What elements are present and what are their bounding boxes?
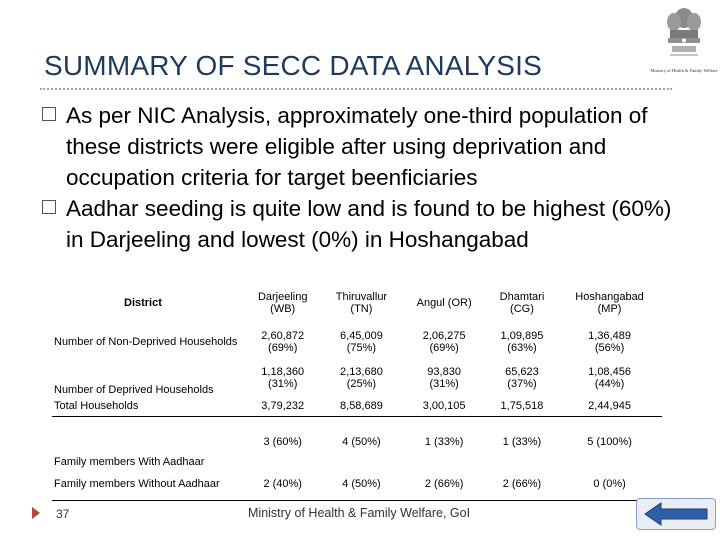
cell-value: 1,09,895 bbox=[500, 330, 544, 342]
table-cell: 4 (50%) bbox=[321, 468, 401, 500]
table-cell: 2 (66%) bbox=[401, 468, 486, 500]
cell-pct: (25%) bbox=[346, 378, 377, 390]
table-cell: 1,75,518 bbox=[487, 396, 557, 416]
table-cell bbox=[557, 360, 662, 396]
cell-pct: (56%) bbox=[594, 342, 625, 354]
cell-pct: (63%) bbox=[507, 342, 537, 354]
col-state: (CG) bbox=[510, 303, 534, 315]
col-state: (MP) bbox=[597, 303, 622, 315]
table-cell bbox=[244, 324, 321, 360]
cell-pct: (69%) bbox=[429, 342, 459, 354]
table-cell bbox=[401, 324, 486, 360]
header-col bbox=[244, 282, 321, 324]
cell-pct: (44%) bbox=[594, 378, 625, 390]
col-state: (WB) bbox=[270, 303, 296, 315]
back-button[interactable] bbox=[636, 498, 716, 530]
table-cell: 3,00,105 bbox=[401, 396, 486, 416]
cell-value: 6,45,009 bbox=[340, 330, 383, 342]
table-cell bbox=[244, 360, 321, 396]
col-name: Thiruvallur bbox=[335, 291, 388, 303]
cell-value: 2,13,680 bbox=[340, 366, 383, 378]
header-col bbox=[321, 282, 401, 324]
slide-title: SUMMARY OF SECC DATA ANALYSIS bbox=[44, 50, 543, 81]
table-cell bbox=[557, 324, 662, 360]
cell-pct: (75%) bbox=[346, 342, 377, 354]
cell-value: 1,36,489 bbox=[588, 330, 631, 342]
emblem-icon bbox=[662, 4, 706, 66]
cell-value: 65,623 bbox=[505, 366, 539, 378]
left-arrow-icon bbox=[637, 499, 715, 529]
table-cell bbox=[487, 360, 557, 396]
bullet-box-icon bbox=[42, 200, 56, 214]
table-cell: 2 (40%) bbox=[244, 468, 321, 500]
emblem-logo bbox=[648, 0, 720, 82]
table-cell: 2,44,945 bbox=[557, 396, 662, 416]
bullet-item bbox=[46, 100, 686, 193]
secc-table bbox=[52, 282, 662, 501]
table-cell: 0 (0%) bbox=[557, 468, 662, 500]
bullet-box-icon bbox=[42, 107, 56, 121]
header-col bbox=[487, 282, 557, 324]
col-name: Darjeeling bbox=[257, 291, 308, 303]
table-cell: 3 (60%) bbox=[263, 436, 302, 449]
cell-value: 2,60,872 bbox=[261, 330, 305, 342]
row-label: Total Households bbox=[52, 396, 244, 416]
row-label: Number of Non-Deprived Households bbox=[54, 336, 238, 348]
bullet-item bbox=[46, 193, 686, 255]
col-name: Hoshangabad bbox=[575, 291, 644, 303]
page-marker-icon bbox=[32, 507, 40, 519]
col-name: Angul (OR) bbox=[416, 297, 472, 309]
cell-value: 1,08,456 bbox=[588, 366, 631, 378]
header-col bbox=[401, 282, 486, 324]
table-cell bbox=[321, 324, 401, 360]
table-row bbox=[52, 360, 662, 396]
table-cell: 5 (100%) bbox=[587, 436, 632, 449]
table-cell bbox=[487, 324, 557, 360]
table-row bbox=[52, 468, 662, 500]
header-district-label: District bbox=[124, 297, 162, 309]
cell-value: 93,830 bbox=[427, 366, 461, 378]
table-cell bbox=[321, 360, 401, 396]
table-row bbox=[52, 396, 662, 416]
table-row bbox=[52, 416, 662, 468]
row-label: Number of Deprived Households bbox=[54, 384, 214, 396]
header-district bbox=[52, 282, 244, 324]
table-cell: 2 (66%) bbox=[487, 468, 557, 500]
table-cell: 3,79,232 bbox=[244, 396, 321, 416]
cell-pct: (31%) bbox=[268, 378, 298, 390]
table-header-row bbox=[52, 282, 662, 324]
footer-text: Ministry of Health & Family Welfare, GoI bbox=[248, 506, 471, 520]
bullet-text: As per NIC Analysis, approximately one-third population of these districts were eligible after using deprivation and occupation criteria for target beenficiaries bbox=[66, 103, 648, 190]
title-divider bbox=[40, 88, 672, 90]
cell-value: 2,06,275 bbox=[422, 330, 466, 342]
cell-pct: (69%) bbox=[268, 342, 298, 354]
cell-pct: (31%) bbox=[429, 378, 459, 390]
emblem-caption: Ministry of Health & Family Welfare bbox=[650, 68, 718, 73]
table-cell: 1 (33%) bbox=[424, 436, 464, 449]
cell-pct: (37%) bbox=[507, 378, 537, 390]
table-cell: 8,58,689 bbox=[321, 396, 401, 416]
bullet-list bbox=[46, 100, 686, 255]
col-state: (TN) bbox=[350, 303, 373, 315]
table-row bbox=[52, 324, 662, 360]
row-label: Family members With Aadhaar bbox=[54, 456, 205, 468]
table-cell bbox=[401, 360, 486, 396]
row-label: Family members Without Aadhaar bbox=[52, 468, 244, 500]
cell-value: 1,18,360 bbox=[261, 366, 305, 378]
col-name: Dhamtari bbox=[499, 291, 545, 303]
bullet-text: Aadhar seeding is quite low and is found to be highest (60%) in Darjeeling and lowest (0%) in Hoshangabad bbox=[66, 196, 672, 252]
page-number: 37 bbox=[56, 507, 70, 521]
header-col bbox=[557, 282, 662, 324]
table-cell: 1 (33%) bbox=[502, 436, 542, 449]
table-cell: 4 (50%) bbox=[342, 436, 381, 449]
